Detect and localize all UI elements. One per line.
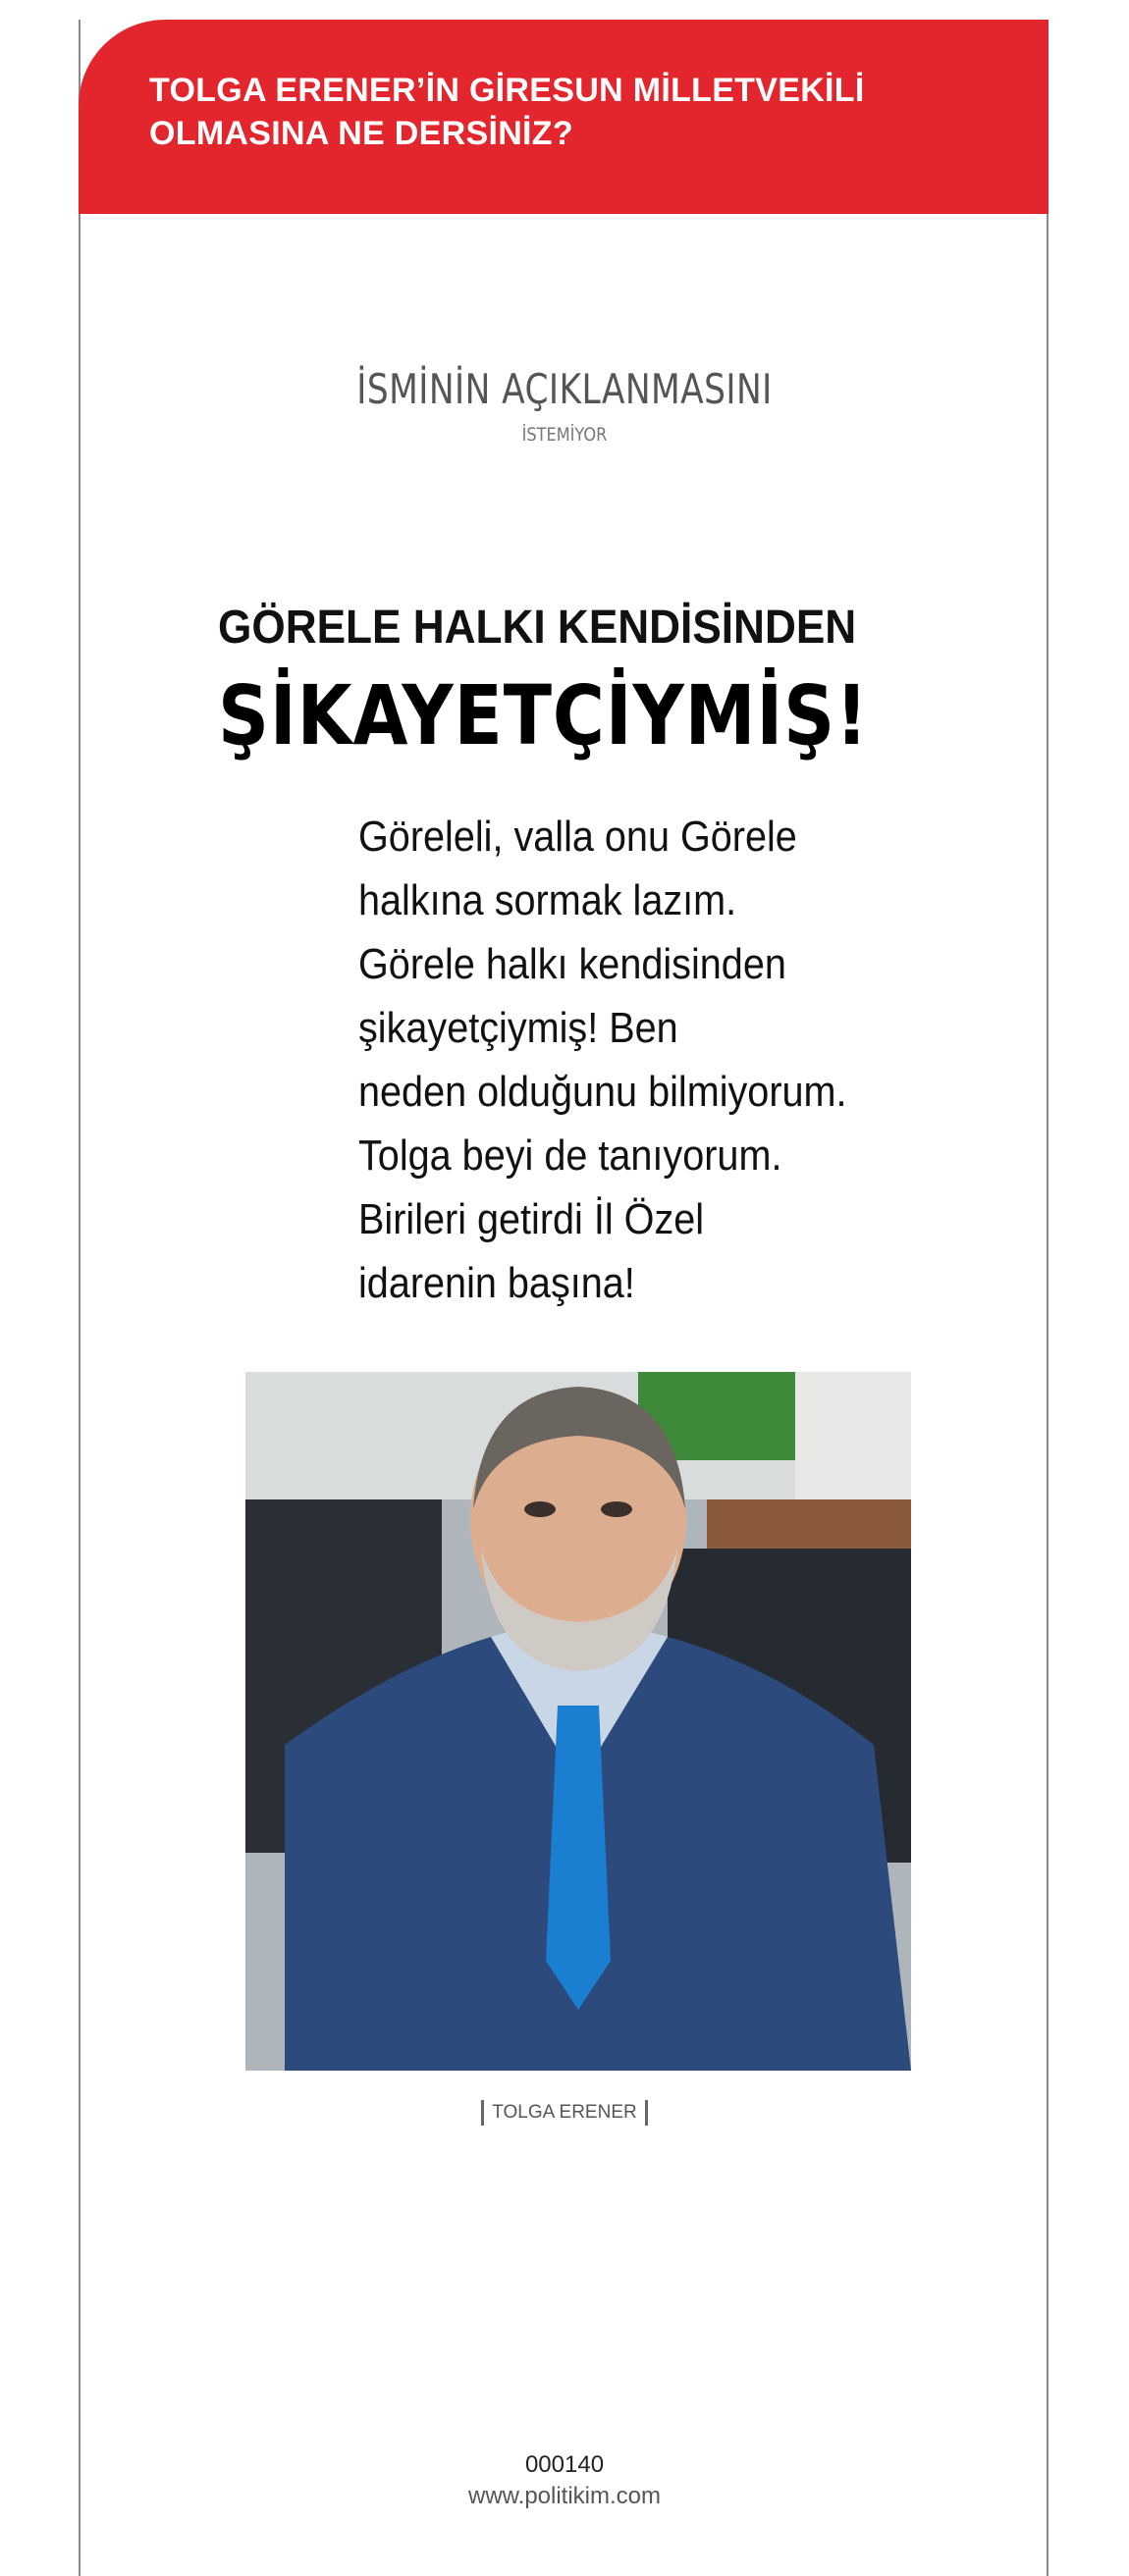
caption-divider-right xyxy=(645,2100,648,2126)
footer-id: 000140 xyxy=(524,2451,605,2478)
quote-text: Göreleli, valla onu Görele halkına sormak lazım. Görele halkı kendisinden şikayetçiymiş! Ben neden olduğunu bilmiyorum. Tolga beyi de tanıyorum. Birileri getirdi İl Özel idarenin başına! xyxy=(358,813,847,1307)
photo-caption xyxy=(0,2100,1129,2126)
portrait-illustration xyxy=(245,1372,911,2071)
footer-url[interactable]: www.politikim.com xyxy=(467,2483,662,2509)
kicker-subtext: İSTEMİYOR xyxy=(521,424,608,446)
banner-title: TOLGA ERENER’İN GİRESUN MİLLETVEKİLİ OLMASINA NE DERSİNİZ? xyxy=(149,72,865,152)
headline-line-2: ŞİKAYETÇİYMİŞ! xyxy=(218,667,869,763)
headline-line-1: GÖRELE HALKI KENDİSİNDEN xyxy=(218,602,857,654)
caption-text: TOLGA ERENER xyxy=(492,2102,637,2124)
caption-divider-left xyxy=(481,2100,484,2126)
header-banner xyxy=(79,20,1048,214)
portrait-photo xyxy=(245,1372,911,2071)
kicker-text: İSMİNİN AÇIKLANMASINI xyxy=(356,365,773,413)
